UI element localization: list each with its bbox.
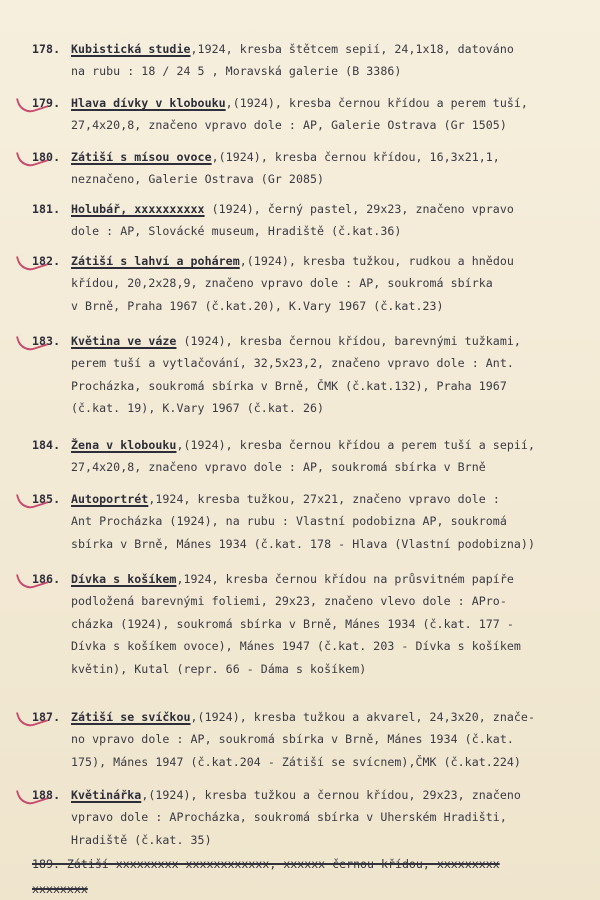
entry-number: 181. [32, 202, 61, 216]
catalog-entry [32, 434, 588, 479]
entry-number: 187. [32, 710, 61, 724]
entry-title: Holubář, xxxxxxxxxx [71, 202, 205, 216]
entry-title: Květina ve váze [71, 334, 177, 348]
entry-line [32, 38, 588, 60]
entry-line: no vpravo dole : AP, soukromá sbírka v Brně, Mánes 1934 (č.kat. [71, 732, 514, 747]
catalog-entry [32, 92, 588, 137]
entry-text: ,(1924), kresba tužkou a akvarel, 24,3x20, znače- [190, 710, 535, 724]
entry-title: Žena v klobouku [71, 438, 177, 452]
entry-line: 175), Mánes 1947 (č.kat.204 - Zátiší se svícnem),ČMK (č.kat.224) [71, 754, 521, 769]
entry-number: 179. [32, 96, 61, 110]
entry-number: 185. [32, 492, 61, 506]
entry-line: (č.kat. 19), K.Vary 1967 (č.kat. 26) [71, 401, 325, 416]
entry-line [32, 250, 588, 272]
entry-title: Zátiší s mísou ovoce [71, 150, 212, 164]
entry-line: křídou, 20,2x28,9, značeno vpravo dole : AP, soukromá sbírka [71, 276, 493, 291]
catalog-entry [32, 784, 588, 851]
entry-line: Hradiště (č.kat. 35) [71, 832, 212, 847]
entry-title: Květinářka [71, 788, 142, 802]
entry-text: ,(1924), kresba černou křídou, 16,3x21,1, [211, 150, 500, 164]
entry-title: Dívka s košíkem [71, 572, 177, 586]
entry-number: 188. [32, 788, 61, 802]
entry-text: (1924), kresba černou křídou, barevnými tužkami, [176, 334, 521, 348]
entry-line: neznačeno, Galerie Ostrava (Gr 2085) [71, 172, 325, 187]
entry-line [32, 330, 588, 352]
entry-line [32, 706, 588, 728]
entry-line: cházka (1924), soukromá sbírka v Brně, Mánes 1934 (č.kat. 177 - [71, 616, 514, 631]
entry-line: podložená barevnými foliemi, 29x23, značeno vlevo dole : APro- [71, 594, 507, 609]
entry-text: ,(1924), kresba tužkou a černou křídou, 29x23, značeno [141, 788, 521, 802]
entry-line: květin), Kutal (repr. 66 - Dáma s košíkem) [71, 661, 367, 676]
struck-entry-line-continued: xxxxxxxx [32, 882, 88, 896]
entry-line [32, 434, 588, 456]
entry-line [32, 784, 588, 806]
entry-title: Kubistická studie [71, 42, 191, 56]
entry-title: Autoportrét [71, 492, 149, 506]
entry-line: Ant Procházka (1924), na rubu : Vlastní podobizna AP, soukromá [71, 514, 507, 529]
entry-number: 182. [32, 254, 61, 268]
entry-number: 180. [32, 150, 61, 164]
entry-number: 184. [32, 438, 61, 452]
entry-line [32, 488, 588, 510]
entry-line: na rubu : 18 / 24 5 , Moravská galerie (B 3386) [71, 64, 402, 79]
entry-text: ,1924, kresba štětcem sepií, 24,1x18, datováno [190, 42, 514, 56]
entry-line [32, 92, 588, 114]
entry-line [32, 198, 588, 220]
entry-number: 183. [32, 334, 61, 348]
catalog-entry [32, 38, 588, 83]
entry-text: ,1924, kresba černou křídou na průsvitném papíře [176, 572, 514, 586]
entry-title: Zátiší s lahví a pohárem [71, 254, 240, 268]
entry-line: Procházka, soukromá sbírka v Brně, ČMK (č.kat.132), Praha 1967 [71, 378, 507, 393]
entry-title: Hlava dívky v klobouku [71, 96, 226, 110]
entry-line: v Brně, Praha 1967 (č.kat.20), K.Vary 1967 (č.kat.23) [71, 298, 444, 313]
entry-line [32, 146, 588, 168]
entry-line: dole : AP, Slovácké museum, Hradiště (č.kat.36) [71, 224, 402, 239]
entry-line: 27,4x20,8, značeno vpravo dole : AP, soukromá sbírka v Brně [71, 460, 486, 475]
entry-line: sbírka v Brně, Mánes 1934 (č.kat. 178 - Hlava (Vlastní podobizna)) [71, 536, 535, 551]
catalog-entry [32, 568, 588, 680]
entry-number: 178. [32, 42, 61, 56]
entry-text: ,(1924), kresba černou křídou a perem tuší a sepií, [176, 438, 535, 452]
struck-entry-line: 189. Zátiší xxxxxxxxx xxxxxxxxxxxx, xxxxxx černou křídou, xxxxxxxxx [32, 857, 500, 871]
entry-text: (1924), černý pastel, 29x23, značeno vpravo [204, 202, 514, 216]
entry-line: perem tuší a vytlačování, 32,5x23,2, značeno vpravo dole : Ant. [71, 356, 514, 371]
entry-title: Zátiší se svíčkou [71, 710, 191, 724]
entry-text: ,(1924), kresba tužkou, rudkou a hnědou [239, 254, 514, 268]
catalog-entry [32, 706, 588, 773]
entry-text: ,(1924), kresba černou křídou a perem tuší, [225, 96, 528, 110]
catalog-entry [32, 330, 588, 420]
catalog-entry [32, 250, 588, 317]
entry-line [32, 568, 588, 590]
entry-line: Dívka s košíkem ovoce), Mánes 1947 (č.kat. 203 - Dívka s košíkem [71, 639, 521, 654]
entry-number: 186. [32, 572, 61, 586]
entry-line: 27,4x20,8, značeno vpravo dole : AP, Galerie Ostrava (Gr 1505) [71, 118, 507, 133]
catalog-entry [32, 488, 588, 555]
entry-text: ,1924, kresba tužkou, 27x21, značeno vpravo dole : [148, 492, 500, 506]
entry-line: vpravo dole : AProcházka, soukromá sbírka v Uherském Hradišti, [71, 810, 507, 825]
catalog-entry [32, 198, 588, 243]
catalog-entry [32, 146, 588, 191]
